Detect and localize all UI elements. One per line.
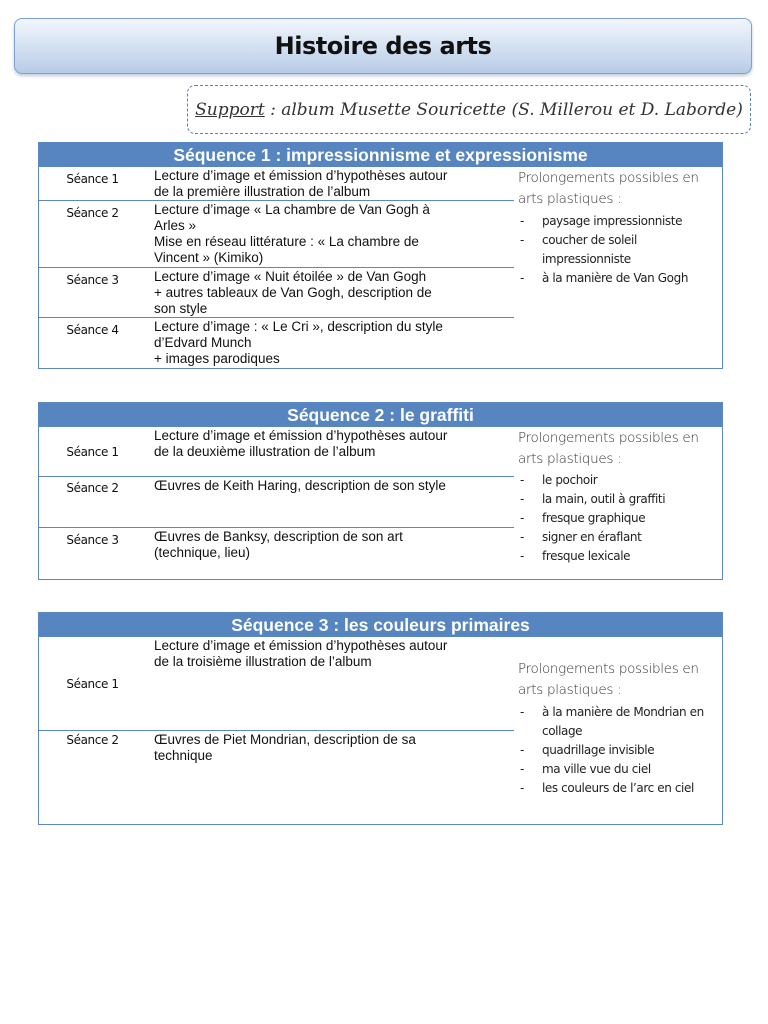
seance-description	[154, 168, 514, 200]
prolongement-item: - ma ville vue du ciel	[520, 762, 651, 776]
prolongements-title-line: arts plastiques :	[518, 682, 622, 698]
seance-description	[154, 732, 514, 764]
description-line: de la première illustration de l’album	[154, 184, 371, 199]
description-line: Lecture d’image « Nuit étoilée » de Van Gogh	[154, 269, 427, 284]
prolongement-item: - la main, outil à graffiti	[520, 492, 666, 506]
prolongement-item: - coucher de soleil impressionniste	[520, 233, 637, 266]
seance-label: Séance 4	[66, 323, 119, 337]
prolongements-panel	[514, 168, 721, 288]
prolongement-item: - fresque lexicale	[520, 549, 631, 563]
sequence-header: Séquence 3 : les couleurs primaires	[39, 613, 722, 637]
seance-row	[39, 167, 514, 201]
sequence-2-table	[38, 402, 723, 580]
description-line: Lecture d’image et émission d’hypothèses autour	[154, 168, 448, 183]
seance-description	[154, 202, 514, 266]
seance-row	[39, 201, 514, 268]
prolongement-text: collage	[542, 724, 583, 738]
seance-row	[39, 427, 514, 477]
prolongement-item: - paysage impressionniste	[520, 214, 683, 228]
prolongements-title-line: arts plastiques :	[518, 451, 622, 467]
prolongement-text: ma ville vue du ciel	[542, 762, 651, 776]
prolongements-title-line: Prolongements possibles en	[518, 661, 699, 677]
prolongement-text: le pochoir	[542, 473, 598, 487]
seance-label: Séance 2	[66, 481, 119, 495]
seance-row	[39, 528, 514, 579]
prolongement-item: - le pochoir	[520, 473, 598, 487]
prolongements-title-line: Prolongements possibles en	[518, 170, 699, 186]
prolongement-text: la main, outil à graffiti	[542, 492, 666, 506]
prolongement-text: coucher de soleil	[542, 233, 637, 247]
description-line: Lecture d’image et émission d’hypothèses autour	[154, 638, 448, 653]
description-line: Arles »	[154, 218, 197, 233]
description-line: + images parodiques	[154, 351, 280, 366]
prolongements-title	[514, 659, 721, 701]
description-line: technique	[154, 748, 213, 763]
prolongements-list	[514, 471, 721, 566]
seance-label: Séance 1	[66, 677, 119, 691]
prolongement-text: à la manière de Van Gogh	[542, 271, 689, 285]
description-line: + autres tableaux de Van Gogh, description de	[154, 285, 432, 300]
support-text: : album Musette Souricette (S. Millerou et D. Laborde)	[264, 99, 743, 120]
seance-label: Séance 2	[66, 206, 119, 220]
description-line: d’Edvard Munch	[154, 335, 252, 350]
prolongements-title-line: Prolongements possibles en	[518, 430, 699, 446]
seance-row	[39, 318, 514, 368]
prolongement-text: quadrillage invisible	[542, 743, 655, 757]
prolongements-list	[514, 703, 721, 798]
page-title: Histoire des arts	[274, 32, 492, 60]
seance-row	[39, 477, 514, 528]
description-line: Lecture d’image « La chambre de Van Gogh à	[154, 202, 430, 217]
prolongement-item: - quadrillage invisible	[520, 743, 655, 757]
seance-description	[154, 428, 514, 460]
seance-description	[154, 638, 514, 670]
prolongement-item: - signer en éraflant	[520, 530, 642, 544]
support-label: Support	[195, 99, 265, 120]
seance-row	[39, 268, 514, 318]
prolongement-item: - fresque graphique	[520, 511, 646, 525]
description-line: Lecture d’image et émission d’hypothèses autour	[154, 428, 448, 443]
prolongements-list	[514, 212, 721, 288]
prolongements-title-line: arts plastiques :	[518, 191, 622, 207]
description-line: (technique, lieu)	[154, 545, 251, 560]
prolongements-title	[514, 428, 721, 470]
title-banner	[14, 18, 752, 74]
seance-description	[154, 319, 514, 367]
description-line: de la deuxième illustration de l’album	[154, 444, 376, 459]
description-line: de la troisième illustration de l’album	[154, 654, 372, 669]
prolongement-text: paysage impressionniste	[542, 214, 683, 228]
description-line: son style	[154, 301, 208, 316]
prolongement-text: fresque graphique	[542, 511, 646, 525]
description-line: Œuvres de Piet Mondrian, description de sa	[154, 732, 416, 747]
prolongement-text: fresque lexicale	[542, 549, 631, 563]
prolongements-title	[514, 168, 721, 210]
support-box	[187, 85, 751, 134]
seance-description	[154, 529, 514, 561]
description-line: Mise en réseau littérature : « La chambre de	[154, 234, 419, 249]
seance-label: Séance 2	[66, 733, 119, 747]
sequence-header: Séquence 1 : impressionnisme et expressionisme	[39, 143, 722, 167]
seance-row	[39, 731, 514, 824]
sequence-3-table	[38, 612, 723, 825]
prolongement-text: impressionniste	[542, 252, 631, 266]
prolongements-panel	[514, 659, 721, 798]
prolongement-item: - à la manière de Van Gogh	[520, 271, 689, 285]
sequence-header: Séquence 2 : le graffiti	[39, 403, 722, 427]
prolongement-item: - les couleurs de l’arc en ciel	[520, 781, 694, 795]
sequence-1-table	[38, 142, 723, 369]
prolongement-text: à la manière de Mondrian en	[542, 705, 704, 719]
description-line: Lecture d’image : « Le Cri », description du style	[154, 319, 443, 334]
seance-label: Séance 3	[66, 273, 119, 287]
seance-label: Séance 1	[66, 172, 119, 186]
prolongements-panel	[514, 428, 721, 566]
seance-label: Séance 1	[66, 445, 119, 459]
seance-label: Séance 3	[66, 533, 119, 547]
seance-description	[154, 478, 514, 494]
prolongement-text: signer en éraflant	[542, 530, 642, 544]
description-line: Œuvres de Banksy, description de son art	[154, 529, 403, 544]
description-line: Vincent » (Kimiko)	[154, 250, 264, 265]
seance-row	[39, 637, 514, 731]
prolongement-text: les couleurs de l’arc en ciel	[542, 781, 694, 795]
description-line: Œuvres de Keith Haring, description de son style	[154, 478, 446, 493]
prolongement-item: - à la manière de Mondrian en collage	[520, 705, 704, 738]
seance-description	[154, 269, 514, 317]
